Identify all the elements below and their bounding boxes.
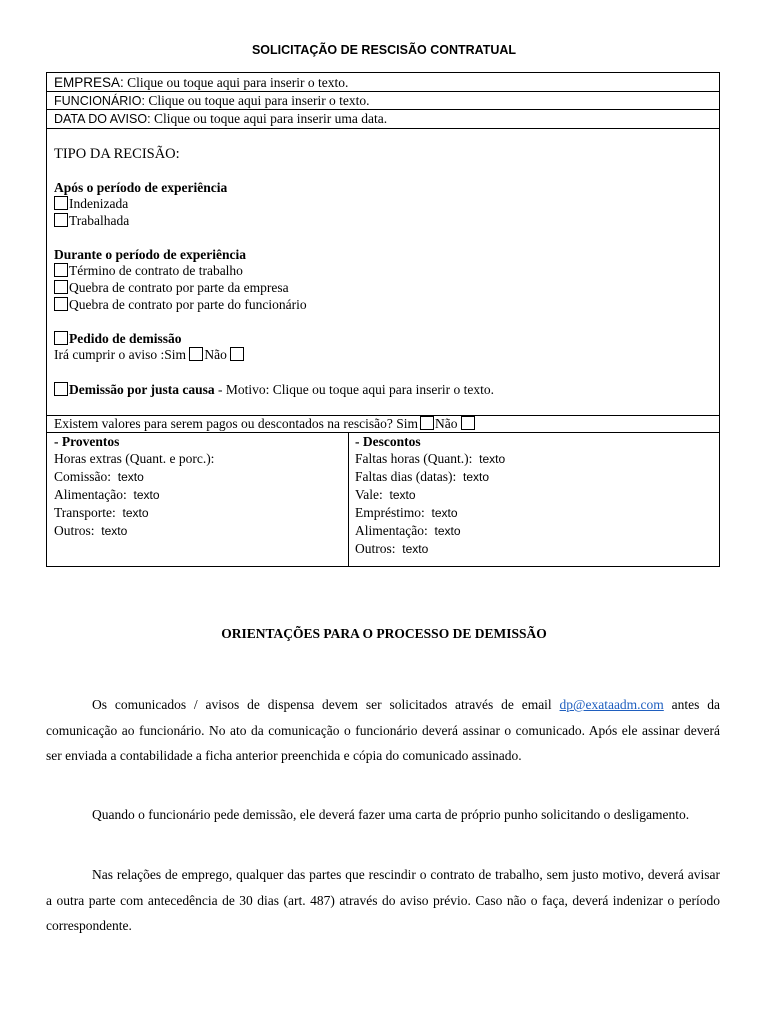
checkbox[interactable] <box>54 280 68 294</box>
checkbox[interactable] <box>54 297 68 311</box>
orientacoes-paragraph-1: Os comunicados / avisos de dispensa devem ser solicitados através de email dp@exataadm.com antes da comunicação ao funcionário. No ato da comunicação o funcionário deverá assinar o comunicado. Após ele assinar deverá ser enviada a contabilidade a ficha anterior preenchida e cópia do comunicado assinado. <box>46 697 720 763</box>
orientacoes-heading: ORIENTAÇÕES PARA O PROCESSO DE DEMISSÃO <box>221 626 547 641</box>
data-aviso-label: DATA DO AVISO: <box>54 112 151 126</box>
funcionario-label: FUNCIONÁRIO: <box>54 94 145 108</box>
valores-row <box>54 415 476 432</box>
provento-horas-extras: Horas extras (Quant. e porc.): <box>54 451 215 466</box>
desconto-value[interactable]: texto <box>389 488 416 502</box>
valores-nao-label: Não <box>435 416 458 431</box>
provento-comissao: Comissão: texto <box>54 469 144 484</box>
aviso-sim-checkbox[interactable] <box>189 347 203 361</box>
checkbox[interactable] <box>54 213 68 227</box>
valores-question: Existem valores para serem pagos ou descontados na rescisão? Sim <box>54 416 419 431</box>
desconto-value[interactable]: texto <box>479 452 506 466</box>
motivo-label: - Motivo: <box>214 382 270 397</box>
aviso-question: Irá cumprir o aviso :Sim <box>54 347 186 362</box>
empresa-label: EMPRESA <box>54 75 121 90</box>
desconto-emprestimo: Empréstimo: texto <box>355 505 458 520</box>
tipo-recisao-label: TIPO DA RECISÃO: <box>54 146 180 162</box>
checkbox[interactable] <box>54 196 68 210</box>
desconto-faltas-dias: Faltas dias (datas): texto <box>355 469 489 484</box>
justa-causa-checkbox[interactable] <box>54 382 68 396</box>
option-trabalhada[interactable]: Trabalhada <box>54 212 129 229</box>
desconto-value[interactable]: texto <box>434 524 461 538</box>
desconto-vale: Vale: texto <box>355 487 416 502</box>
aviso-nao-label: Não <box>204 347 227 362</box>
provento-value[interactable]: texto <box>101 524 128 538</box>
email-link[interactable]: dp@exataadm.com <box>559 697 664 712</box>
rescission-form <box>46 72 720 567</box>
provento-outros: Outros: texto <box>54 523 128 538</box>
desconto-faltas-horas: Faltas horas (Quant.): texto <box>355 451 506 466</box>
motivo-field[interactable]: Clique ou toque aqui para inserir o texto. <box>272 382 494 397</box>
checkbox[interactable] <box>54 331 68 345</box>
orientacoes-paragraph-2: Quando o funcionário pede demissão, ele deverá fazer uma carta de próprio punho solicitando o desligamento. <box>92 807 690 822</box>
valores-sim-checkbox[interactable] <box>420 416 434 430</box>
valores-nao-checkbox[interactable] <box>461 416 475 430</box>
justa-causa-row <box>54 381 494 398</box>
desconto-value[interactable]: texto <box>431 506 458 520</box>
document-title: SOLICITAÇÃO DE RESCISÃO CONTRATUAL <box>251 43 517 57</box>
provento-value[interactable]: texto <box>122 506 149 520</box>
data-aviso-row <box>47 110 719 128</box>
desconto-alimentacao: Alimentação: texto <box>355 523 461 538</box>
durante-experiencia-heading: Durante o período de experiência <box>54 247 246 262</box>
provento-transporte: Transporte: texto <box>54 505 149 520</box>
empresa-row: EMPRESA: Clique ou toque aqui para inserir o texto. <box>54 75 349 90</box>
proventos-heading: - Proventos <box>54 434 120 449</box>
aviso-question-row <box>54 346 245 363</box>
data-aviso-field[interactable]: Clique ou toque aqui para inserir uma data. <box>153 111 388 126</box>
descontos-column <box>355 433 505 558</box>
descontos-heading: - Descontos <box>355 434 421 449</box>
apos-experiencia-heading: Após o período de experiência <box>54 180 228 195</box>
option-quebra-empresa[interactable]: Quebra de contrato por parte da empresa <box>54 279 289 296</box>
provento-value[interactable]: texto <box>117 470 144 484</box>
desconto-value[interactable]: texto <box>402 542 429 556</box>
provento-value[interactable]: texto <box>133 488 160 502</box>
proventos-column <box>54 433 214 540</box>
funcionario-row <box>47 92 719 110</box>
aviso-nao-checkbox[interactable] <box>230 347 244 361</box>
desconto-outros: Outros: texto <box>355 541 429 556</box>
checkbox[interactable] <box>54 263 68 277</box>
option-termino-contrato[interactable]: Término de contrato de trabalho <box>54 262 243 279</box>
option-quebra-funcionario[interactable]: Quebra de contrato por parte do funcionário <box>54 296 307 313</box>
empresa-field[interactable]: Clique ou toque aqui para inserir o texto. <box>127 75 349 90</box>
funcionario-field[interactable]: Clique ou toque aqui para inserir o texto. <box>148 93 370 108</box>
orientacoes-paragraph-3: Nas relações de emprego, qualquer das partes que rescindir o contrato de trabalho, sem justo motivo, deverá avisar a outra parte com antecedência de 30 dias (art. 487) através do aviso prévio. Caso não o faça, deverá indenizar o período correspondente. <box>46 867 720 933</box>
option-pedido-demissao[interactable]: Pedido de demissão <box>54 330 182 347</box>
justa-causa-label: Demissão por justa causa <box>69 382 215 397</box>
desconto-value[interactable]: texto <box>462 470 489 484</box>
provento-alimentacao: Alimentação: texto <box>54 487 160 502</box>
option-indenizada[interactable]: Indenizada <box>54 195 128 212</box>
